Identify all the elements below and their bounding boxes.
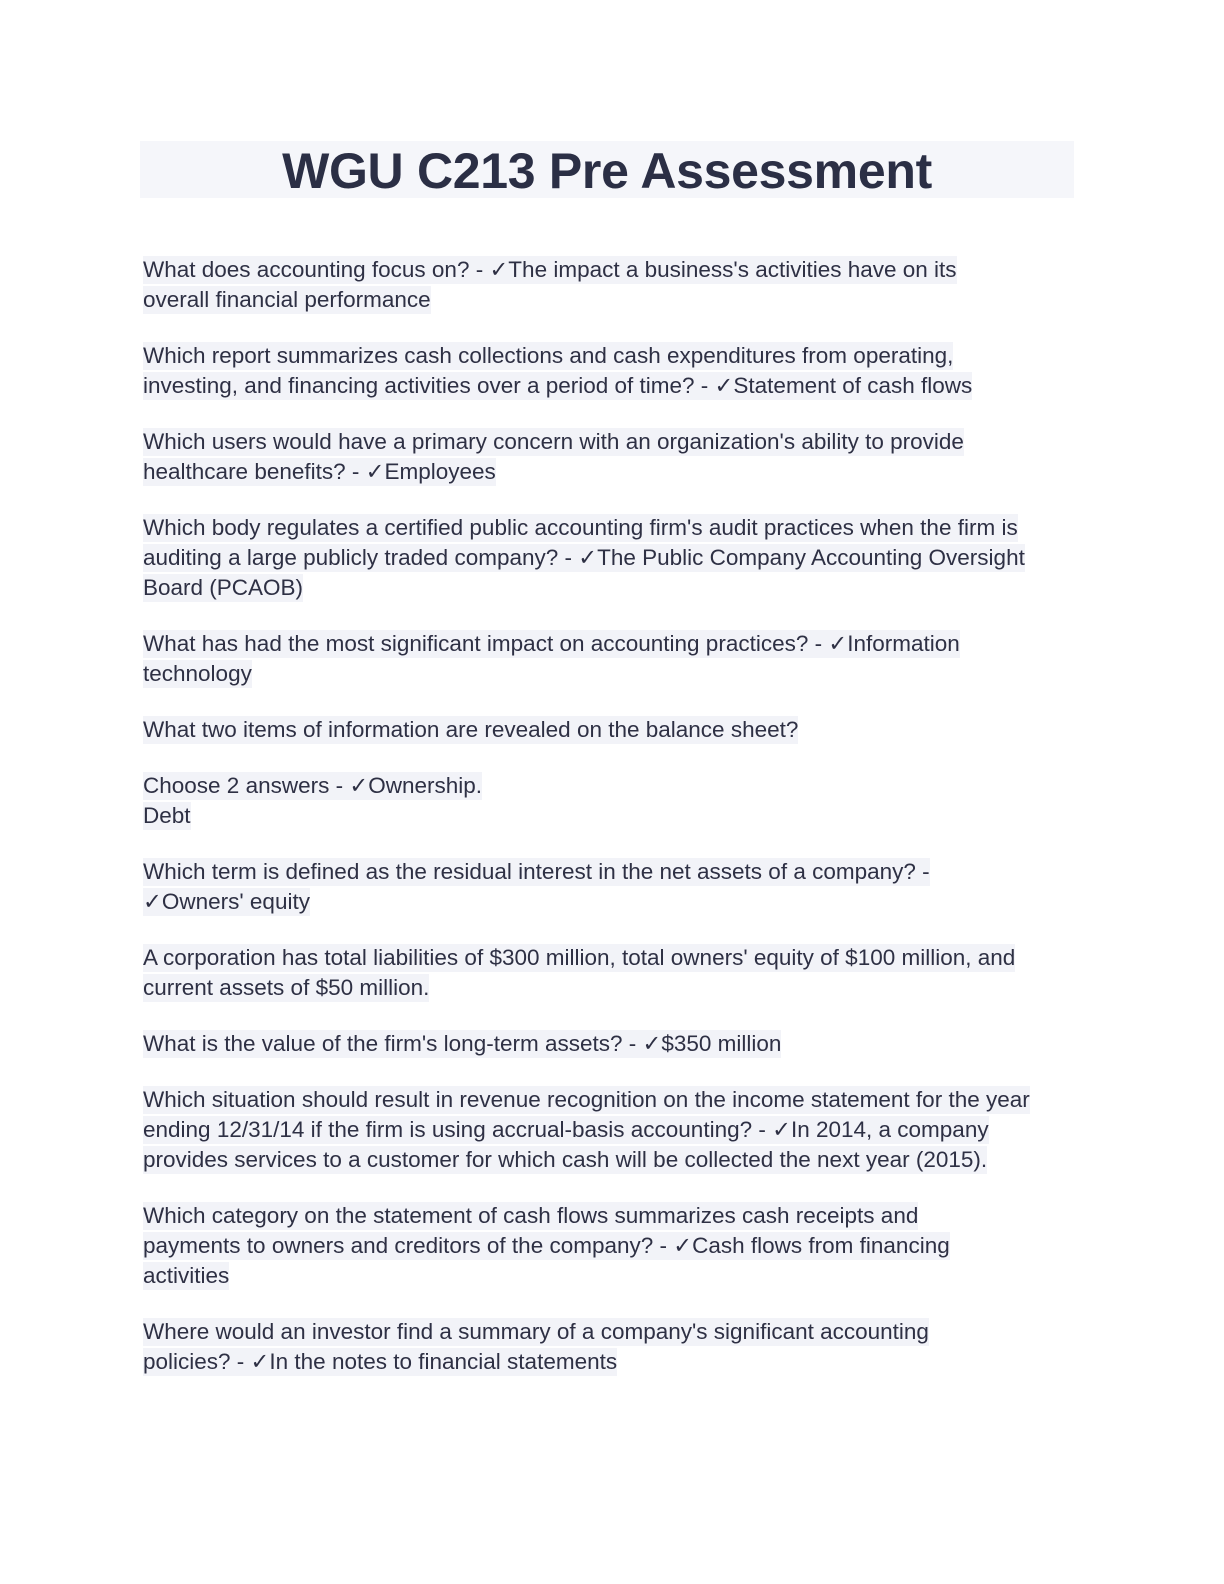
qa-item bbox=[143, 1029, 1083, 1059]
qa-item bbox=[143, 943, 1078, 1003]
qa-item bbox=[143, 255, 1013, 315]
qa-text: Which category on the statement of cash flows summarizes cash receipts and payments to owners and creditors of the company? - ✓Cash flows from financing activities bbox=[143, 1203, 950, 1288]
qa-text: Which users would have a primary concern with an organization's ability to provide healthcare benefits? - ✓Employees bbox=[143, 429, 964, 484]
question-list bbox=[143, 255, 1083, 1403]
qa-item bbox=[143, 1317, 993, 1377]
qa-item bbox=[143, 715, 1083, 745]
qa-item bbox=[143, 427, 1023, 487]
qa-text: What is the value of the firm's long-term assets? - ✓$350 million bbox=[143, 1031, 782, 1056]
qa-item bbox=[143, 341, 1023, 401]
qa-text: Which term is defined as the residual interest in the net assets of a company? - ✓Owners' equity bbox=[143, 859, 930, 914]
qa-item bbox=[143, 771, 1083, 831]
qa-text: Which situation should result in revenue recognition on the income statement for the year ending 12/31/14 if the firm is using accrual-basis accounting? - ✓In 2014, a company provides services to a customer for which cash will be collected the next year (2015). bbox=[143, 1087, 1030, 1172]
qa-text: Which body regulates a certified public accounting firm's audit practices when the firm is auditing a large publicly traded company? - ✓The Public Company Accounting Oversight Board (PCAOB) bbox=[143, 515, 1025, 600]
qa-text: Which report summarizes cash collections and cash expenditures from operating, investing, and financing activities over a period of time? - ✓Statement of cash flows bbox=[143, 343, 973, 398]
qa-text-line-2: Debt bbox=[143, 803, 191, 828]
qa-text: What two items of information are revealed on the balance sheet? bbox=[143, 717, 799, 742]
qa-text-line-1: Choose 2 answers - ✓Ownership. bbox=[143, 773, 482, 798]
qa-text: Where would an investor find a summary of a company's significant accounting policies? - ✓In the notes to financial statements bbox=[143, 1319, 929, 1374]
page-title: WGU C213 Pre Assessment bbox=[282, 142, 932, 199]
qa-item bbox=[143, 513, 1078, 603]
qa-item bbox=[143, 629, 1013, 689]
qa-item bbox=[143, 1085, 1068, 1175]
qa-item bbox=[143, 857, 993, 917]
qa-text: A corporation has total liabilities of $300 million, total owners' equity of $100 million, and current assets of $50 million. bbox=[143, 945, 1016, 1000]
qa-text: What has had the most significant impact on accounting practices? - ✓Information technology bbox=[143, 631, 960, 686]
title-banner bbox=[140, 141, 1074, 198]
qa-text: What does accounting focus on? - ✓The impact a business's activities have on its overall financial performance bbox=[143, 257, 957, 312]
qa-item bbox=[143, 1201, 1003, 1291]
